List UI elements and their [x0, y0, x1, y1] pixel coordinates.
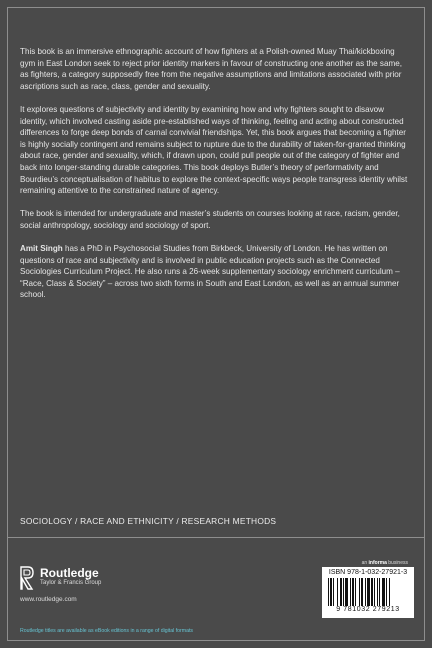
author-name: Amit Singh: [20, 244, 63, 254]
publisher-url: www.routledge.com: [20, 596, 77, 603]
isbn-barcode: [322, 567, 414, 618]
barcode-bar: [389, 578, 390, 606]
barcode-bars: [328, 578, 408, 606]
barcode-bar: [386, 578, 387, 606]
barcode-bar: [328, 578, 329, 606]
barcode-bar: [377, 578, 378, 606]
barcode-bar: [345, 578, 348, 606]
barcode-bar: [352, 578, 354, 606]
barcode-digits: 9 781032 279213: [336, 606, 400, 613]
barcode-bar: [379, 578, 380, 606]
barcode-bar: [367, 578, 370, 606]
barcode-bar: [333, 578, 334, 606]
divider: [7, 537, 425, 538]
subject-categories: SOCIOLOGY / RACE AND ETHNICITY / RESEARCH METHODS: [20, 516, 277, 526]
author-bio: [20, 243, 412, 301]
publisher-name: Routledge: [40, 566, 99, 580]
barcode-bar: [359, 578, 360, 606]
barcode-bar: [337, 578, 338, 606]
barcode-bar: [382, 578, 385, 606]
blurb-paragraph-1: This book is an immersive ethnographic account of how fighters at a Polish-owned Muay Thai/kickboxing gym in East London seek to reject prior identity markers in favour of constructing one another as the same, as fighters, a category supposedly free from the negative assumptions and limitations associated with prior ascriptions such as race, class, gender and sexuality.: [20, 47, 402, 91]
informa-tagline: [362, 560, 408, 566]
isbn-label: ISBN 978-1-032-27921-3: [328, 569, 408, 576]
routledge-r-icon: [20, 566, 34, 590]
barcode-bar: [350, 578, 351, 606]
informa-suffix: business: [386, 560, 408, 566]
blurb-paragraph-3: The book is intended for undergraduate and master’s students on courses looking at race, racism, gender, social anthropology, sociology and sociology of sport.: [20, 209, 400, 230]
barcode-bar: [355, 578, 356, 606]
barcode-bar: [330, 578, 332, 606]
barcode-bar: [361, 578, 363, 606]
publisher-group: Taylor & Francis Group: [40, 580, 102, 586]
ebook-note: Routledge titles are available as eBook editions in a range of digital formats: [20, 628, 194, 634]
publisher-logo: [20, 566, 180, 606]
barcode-bar: [365, 578, 366, 606]
informa-prefix: an: [361, 560, 369, 566]
barcode-bar: [371, 578, 373, 606]
informa-brand: informa: [368, 560, 387, 566]
blurb-paragraph-2: It explores questions of subjectivity and identity by examining how and why fighters sought to disavow identity, which involved casting aside pre-established ways of thinking, feeling and acting about constructed differences to forge deep bonds of carnal convivial friendships. Yet, this book argues that becoming a fighter is highly socially contingent and remains subject to rupture due to the durability of taken-for-granted thinking about race, gender and sexuality, which, if drawn upon, could pull people out of the category of fighter and back into longer-standing durable categories. This book deploys Butler’s theory of performativity and Bourdieu’s conceptualisation of habitus to explore the context-specific ways people transgress identity whilst remaining attentive to the constrained nature of agency.: [20, 104, 408, 196]
barcode-bar: [343, 578, 344, 606]
back-cover-blurb: [20, 46, 412, 313]
barcode-bar: [374, 578, 375, 606]
author-bio-text: has a PhD in Psychosocial Studies from Birkbeck, University of London. He has written on questions of race and subjectivity and is involved in public education projects such as the Connected Sociologies Curriculum Project. He also runs a 26-week supplementary sociology enrichment curriculum – “Race, Class & Society” – across two sixth forms in South and East London, as well as an annual summer school.: [20, 244, 400, 300]
barcode-bar: [340, 578, 342, 606]
